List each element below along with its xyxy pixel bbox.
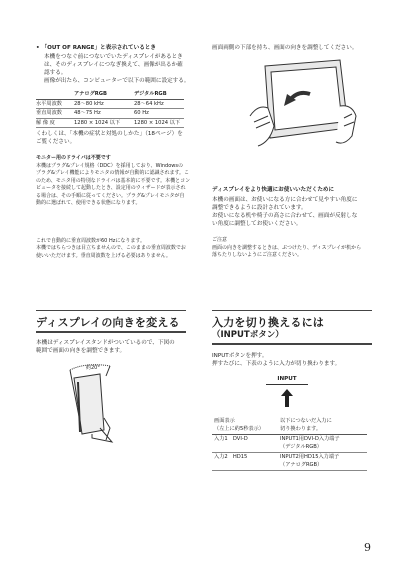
- caution-line: 落ちたりしないようにご注意ください。: [212, 252, 303, 259]
- step-press-input: INPUTボタンを押す。: [212, 353, 268, 359]
- reference-line: ご覧ください。: [36, 139, 76, 145]
- caution-line: 画面の向きを調整するときは、ぶつけたり、ディスプレイが机から: [212, 245, 362, 251]
- table-cell: [36, 90, 74, 99]
- arrow-up-icon: [280, 388, 294, 408]
- step-description: 押すたびに、下表のように入力が切り換わります。: [212, 361, 341, 367]
- section-bottom-rule: [212, 343, 372, 345]
- note-line: る場合は、その手順に従ってください。プラグ&プレイモニタが自: [36, 192, 185, 199]
- table-cell: 48〜75 Hz: [74, 109, 134, 119]
- tilt-angle-label: 約20°: [86, 365, 100, 371]
- paragraph-line: 範囲で画面の向きを調整できます。: [36, 348, 126, 354]
- frequency-note: [36, 238, 212, 260]
- table-row: [36, 99, 184, 109]
- note-line: 本機ではちらつきは目立ちませんので、このままの垂直周波数でお: [36, 245, 186, 252]
- section-bottom-rule: [36, 331, 186, 333]
- input-button-label: INPUT: [277, 376, 297, 382]
- caution-title: ご注意: [212, 237, 228, 243]
- table-cell: 垂直周波数: [36, 109, 74, 119]
- paragraph-line: い角度に調整してお使いください。: [212, 221, 302, 227]
- paragraph-line: 画像が出たら、コンピューターで以下の範囲に設定する。: [44, 78, 190, 84]
- bullet: •: [36, 45, 40, 51]
- table-cell: 1280 × 1024 以下: [134, 118, 184, 128]
- table-row: [212, 435, 367, 453]
- table-cell: [278, 453, 367, 471]
- section-top-rule: [212, 310, 372, 311]
- table-cell: [278, 435, 367, 453]
- section-subtitle-input-button: （INPUTボタン）: [212, 330, 284, 340]
- cell-line: 切り換わります。: [280, 425, 322, 432]
- paragraph-line: は、そのディスプレイにつなぎ換えて、画像が出るか確: [44, 62, 183, 68]
- caution-body: [212, 245, 394, 260]
- table-header-row: [212, 417, 367, 435]
- table-cell: 水平周波数: [36, 99, 74, 109]
- cell-line: 画面表示: [214, 418, 235, 424]
- input-button-line: [266, 384, 308, 385]
- section-title-input-switch: 入力を切り換えるには: [212, 316, 324, 329]
- comfort-heading: ディスプレイをより快適にお使いいただくために: [212, 187, 335, 193]
- driver-note-title: モニター用のドライバは不要です: [36, 155, 111, 161]
- table-cell: 解 像 度: [36, 118, 74, 128]
- note-line: 使いいただけます。垂直周波数を上げる必要はありません。: [36, 252, 171, 259]
- note-line: 本機はプラグ&プレイ規格（DDC）を採用しており、Windowsの: [36, 163, 183, 169]
- reference-line: くわしくは、「本機の症状と対処のしかた」（18ページ）を: [36, 131, 183, 137]
- paragraph-line: 認する。: [44, 70, 67, 76]
- note-line: のため、モニタ用の特別なドライバは基本的に不要です。本機とコン: [36, 177, 191, 184]
- page-number: 9: [364, 541, 371, 554]
- note-line: ピュータを接続して起動したとき、設定用のウィザードが表示され: [36, 185, 186, 192]
- comfort-paragraph: [212, 196, 392, 228]
- paragraph-line: お使いになる机や椅子の高さに合わせて、画面が反射しな: [212, 213, 358, 219]
- table-row: [36, 109, 184, 119]
- driver-note-body: [36, 163, 212, 207]
- paragraph-line: 本機はディスプレイスタンドがついているので、下図の: [36, 340, 175, 346]
- cell-line: （左上に約5秒表示）: [214, 425, 264, 432]
- reference-text: [36, 130, 211, 146]
- table-cell: 入力2 HD15: [212, 453, 278, 471]
- paragraph-line: 調整できるように設計されています。: [212, 205, 307, 211]
- table-cell: 60 Hz: [134, 109, 184, 119]
- note-line: これで自動的に垂直周波数が60 Hzになります。: [36, 238, 145, 244]
- paragraph-line: 本機をつなぐ前につないでいたディスプレイがあるとき: [44, 54, 183, 60]
- cell-line: 以下につないだ入力に: [280, 418, 332, 424]
- table-cell: [212, 417, 278, 435]
- table-cell: 28〜64 kHz: [134, 99, 184, 109]
- adjust-caption: 画面両側の下部を持ち、画面の向きを調整してください。: [212, 45, 358, 51]
- table-cell: 1280 × 1024 以下: [74, 118, 134, 128]
- table-header-row: [36, 90, 184, 99]
- orientation-paragraph: [36, 339, 211, 355]
- cell-line: （アナログRGB）: [280, 461, 323, 468]
- section-title-orientation: ディスプレイの向きを変える: [36, 316, 180, 329]
- paragraph-line: 本機の画面は、お使いになる方に合わせて見やすい角度に: [212, 197, 358, 203]
- out-of-range-heading: [36, 44, 156, 52]
- monitor-tilt-side-illustration: [40, 358, 160, 446]
- note-line: プラグ&プレイ機能によりモニタの情報が自動的に認識されます。こ: [36, 170, 190, 177]
- table-cell: デジタルRGB: [134, 90, 184, 99]
- frequency-table: [36, 90, 184, 128]
- note-line: 動的に選ばれて、使用できる状態になります。: [36, 200, 141, 207]
- table-cell: 入力1 DVI-D: [212, 435, 278, 453]
- table-cell: 28〜80 kHz: [74, 99, 134, 109]
- cell-line: （デジタルRGB）: [280, 443, 322, 450]
- table-cell: アナログRGB: [74, 90, 134, 99]
- table-cell: [278, 417, 367, 435]
- hands-adjusting-monitor-illustration: [240, 56, 360, 148]
- input-table: [212, 417, 367, 471]
- cell-line: INPUT2用HD15入力端子: [280, 454, 340, 460]
- table-row: [212, 453, 367, 471]
- table-row: [36, 118, 184, 128]
- section-top-rule: [36, 310, 186, 311]
- out-of-range-paragraph: [44, 53, 214, 85]
- out-of-range-heading-text: 「OUT OF RANGE」と表示されているとき: [41, 45, 156, 51]
- cell-line: INPUT1用DVI-D入力端子: [280, 436, 340, 442]
